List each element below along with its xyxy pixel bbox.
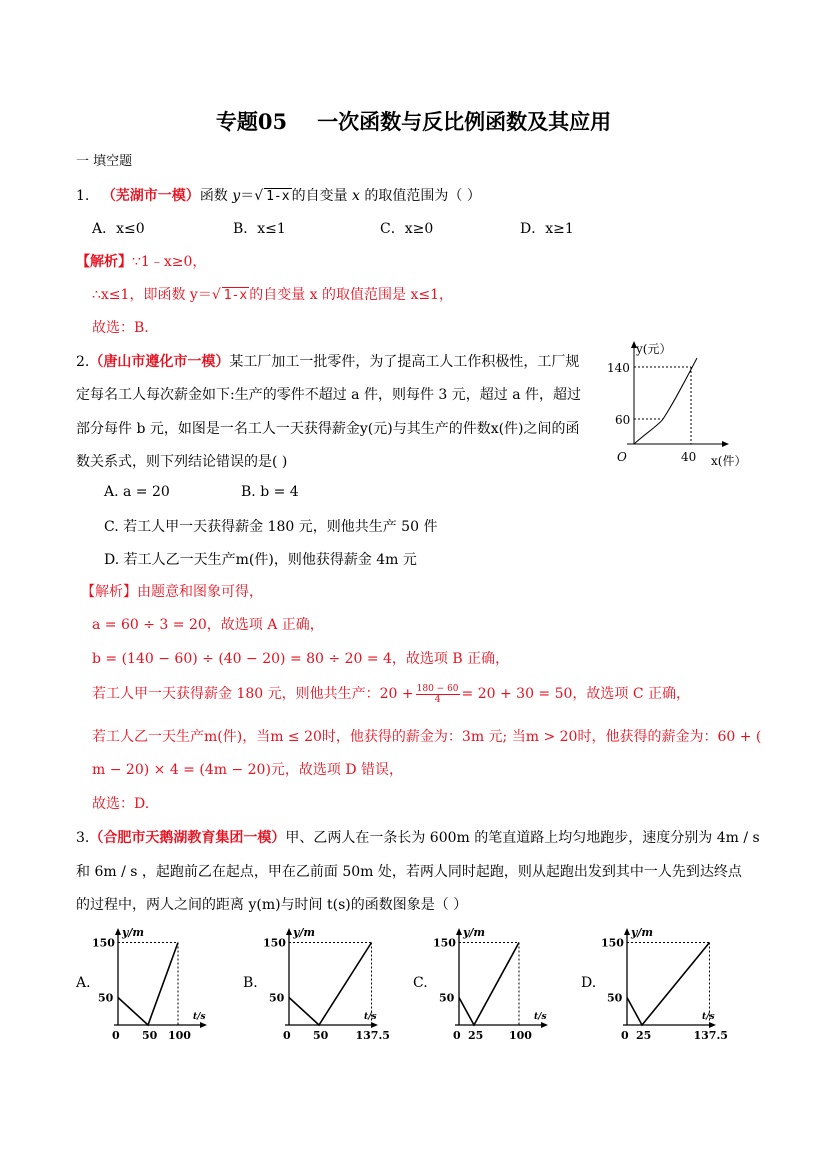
- q3-g0-tick-50: 50: [98, 991, 114, 1005]
- q3-g0-tick-end: 100: [168, 1029, 191, 1042]
- q2-solution-line0: [81, 581, 263, 601]
- q3-option-b-label: B.: [243, 975, 258, 991]
- q2-stem-line4: 数关系式，则下列结论错误的是( ): [76, 454, 288, 470]
- q2-solution-text0: 由题意和图象可得，: [137, 584, 263, 600]
- q2-stem-line1: [76, 351, 579, 371]
- q1-solution-radicand: 1-x: [223, 288, 248, 303]
- q2-graph: [605, 336, 755, 471]
- q1-solution-text2b: 的自变量 x 的取值范围是 x≤1，: [249, 287, 453, 303]
- q3-g0-x-arrow: [200, 1022, 207, 1028]
- q3-g1-tick-end: 137.5: [355, 1029, 390, 1042]
- q3-stem-line2: 和 6m / s ，起跑前乙在起点，甲在乙前面 50m 处，若两人同时起跑，则从起跑出发到其中一人先到达终点: [76, 864, 742, 880]
- q1-equals: ＝: [240, 188, 255, 204]
- q1-var-y: y: [232, 188, 241, 204]
- q2-solution-line6: 故选：D.: [92, 796, 150, 812]
- q3-g3-tick-0: 0: [621, 1029, 629, 1042]
- q3-g2-tick-end: 100: [509, 1029, 532, 1042]
- q2-graph-xlabel: x(件）: [711, 454, 747, 468]
- q3-text1: 甲、乙两人在一条长为 600m 的笔直道路上均匀地跑步，速度分别为 4m / s: [285, 830, 760, 846]
- q3-g3-y-arrow: [624, 928, 630, 935]
- q3-g0-tick-0: 0: [112, 1029, 120, 1042]
- q1-var-x: x: [352, 188, 360, 204]
- q1-text-post: 的自变量: [291, 188, 353, 204]
- q3-g1-y-arrow: [286, 928, 292, 935]
- q1-number: 1.: [76, 188, 90, 204]
- q3-g2-tick-0: 0: [453, 1029, 461, 1042]
- q1-sqrt-sign: √: [254, 188, 264, 204]
- q3-g2-ylabel: y/m: [463, 926, 486, 939]
- q2-option-b: B. b = 4: [241, 484, 299, 500]
- q2-solution-line3: [92, 683, 690, 705]
- q3-g1-ylabel: y/m: [293, 926, 316, 939]
- q2-stem-line2: 定每名工人每次薪金如下:生产的零件不超过 a 件，则每件 3 元，超过 a 件，超过: [76, 387, 582, 403]
- q3-option-d-graph: [601, 925, 728, 1047]
- q3-g2-x-arrow: [541, 1022, 548, 1028]
- q2-solution-text3a: 若工人甲一天获得薪金 180 元，则他共生产：20 +: [92, 686, 414, 702]
- q3-g2-xlabel: t/s: [534, 1012, 547, 1022]
- q3-g3-tick-end: 137.5: [693, 1029, 728, 1042]
- q1-stem: [76, 185, 481, 205]
- q2-solution-fraction: [416, 684, 460, 705]
- q2-graph-tick-40: 40: [681, 450, 697, 464]
- q1-solution-line2: [92, 284, 453, 304]
- q3-g0-xlabel: t/s: [193, 1012, 206, 1022]
- q2-source: （唐山市遵化市一模）: [89, 354, 230, 370]
- q2-solution-text3b: = 20 + 30 = 50，故选项 C 正确，: [461, 686, 691, 702]
- q3-option-a-graph: [92, 925, 207, 1047]
- q1-source: （芜湖市一模）: [101, 188, 200, 204]
- q3-g2-tick-150: 150: [433, 936, 456, 950]
- page-title: [0, 106, 827, 136]
- q3-g1-series-line: [289, 943, 372, 1026]
- q3-g3-ylabel: y/m: [631, 926, 654, 939]
- title-topic-name: 一次函数与反比例函数及其应用: [317, 109, 612, 134]
- q3-g1-tick-0: 0: [283, 1029, 291, 1042]
- q3-g1-x-arrow: [371, 1022, 378, 1028]
- q3-g3-x-arrow: [709, 1022, 716, 1028]
- q3-stem-line3: 的过程中，两人之间的距离 y(m)与时间 t(s)的函数图象是（ ）: [76, 897, 468, 913]
- q3-option-d-label: D.: [581, 975, 597, 991]
- q3-g3-tick-150: 150: [601, 936, 624, 950]
- q2-graph-ylabel: y(元）: [636, 342, 672, 356]
- q2-graph-tick-140: 140: [607, 361, 630, 375]
- q2-graph-origin: O: [617, 450, 627, 464]
- q3-source: （合肥市天鹅湖教育集团一模）: [89, 830, 286, 846]
- section-heading: 一 填空题: [76, 154, 133, 169]
- q2-option-a: A. a = 20: [104, 484, 170, 500]
- q2-graph-x-arrow: [722, 441, 729, 447]
- q2-option-d: D. 若工人乙一天生产m(件)，则他获得薪金 4m 元: [104, 552, 417, 568]
- q1-option-b: B．x≤1: [233, 221, 286, 237]
- q2-solution-frac-num: 180 − 60: [416, 683, 459, 694]
- q3-g1-tick-mid: 50: [313, 1029, 329, 1042]
- q3-g0-y-arrow: [115, 928, 121, 935]
- q3-g2-tick-50: 50: [439, 991, 455, 1005]
- q2-text1: 某工厂加工一批零件，为了提高工人工作积极性，工厂规: [229, 354, 580, 370]
- q1-solution-text2a: ∴x≤1，即函数 y＝: [92, 287, 212, 303]
- q3-g0-ylabel: y/m: [122, 926, 145, 939]
- q2-solution-frac-den: 4: [434, 694, 441, 705]
- q3-g2-series-line: [459, 943, 519, 1026]
- q2-graph-curve: [634, 358, 697, 444]
- q2-solution-line2: b = (140 − 60) ÷ (40 − 20) = 80 ÷ 20 = 4，故选项 B 正确，: [92, 651, 510, 667]
- q2-number: 2.: [76, 354, 90, 370]
- q3-g3-tick-mid: 25: [636, 1029, 652, 1042]
- q2-solution-line5: m − 20) × 4 = (4m − 20)元，故选项 D 错误，: [92, 762, 404, 778]
- q1-solution-tag: 【解析】: [76, 254, 132, 270]
- q1-solution-line3: 故选：B.: [92, 320, 149, 336]
- q3-g1-tick-50: 50: [269, 991, 285, 1005]
- q2-solution-line1: a = 60 ÷ 3 = 20，故选项 A 正确，: [92, 617, 324, 633]
- q3-option-c-label: C.: [413, 975, 428, 991]
- q1-option-a: A．x≤0: [92, 221, 145, 237]
- q3-option-a-label: A.: [76, 975, 91, 991]
- q3-g0-tick-150: 150: [92, 936, 115, 950]
- title-topic-number: 专题05: [215, 109, 288, 134]
- q3-g0-series-line: [118, 943, 178, 1026]
- q3-option-b-graph: [263, 925, 390, 1047]
- q1-solution-text1: ∵1﹣x≥0，: [132, 254, 207, 270]
- q3-g0-tick-mid: 50: [142, 1029, 158, 1042]
- q2-solution-line4: 若工人乙一天生产m(件)，当m ≤ 20时，他获得的薪金为：3m 元; 当m > 20时，他获得的薪金为：60 + (: [92, 729, 762, 745]
- q3-g3-xlabel: t/s: [702, 1012, 715, 1022]
- q3-option-c-graph: [433, 925, 548, 1047]
- q1-text-post2: 的取值范围为（ ）: [359, 188, 481, 204]
- q1-radicand: 1-x: [266, 189, 290, 204]
- q3-stem-line1: [76, 827, 760, 847]
- q3-number: 3.: [76, 830, 90, 846]
- q1-solution-sqrt-sign: √: [211, 287, 221, 303]
- q3-g2-tick-mid: 25: [468, 1029, 484, 1042]
- q1-option-d: D．x≥1: [520, 221, 574, 237]
- q2-option-c: C. 若工人甲一天获得薪金 180 元，则他共生产 50 件: [104, 519, 438, 535]
- q3-g1-xlabel: t/s: [364, 1012, 377, 1022]
- q2-solution-tag: 【解析】: [81, 584, 137, 600]
- q3-g1-tick-150: 150: [263, 936, 286, 950]
- q1-text-pre: 函数: [199, 188, 233, 204]
- q3-g3-tick-50: 50: [607, 991, 623, 1005]
- q2-graph-tick-60: 60: [615, 413, 631, 427]
- q3-g2-y-arrow: [456, 928, 462, 935]
- q1-option-c: C．x≥0: [380, 221, 434, 237]
- q1-solution-line1: [76, 251, 206, 271]
- q2-stem-line3: 部分每件 b 元，如图是一名工人一天获得薪金y(元)与其生产的件数x(件)之间的函: [76, 421, 580, 437]
- q3-g3-series-line: [627, 943, 710, 1026]
